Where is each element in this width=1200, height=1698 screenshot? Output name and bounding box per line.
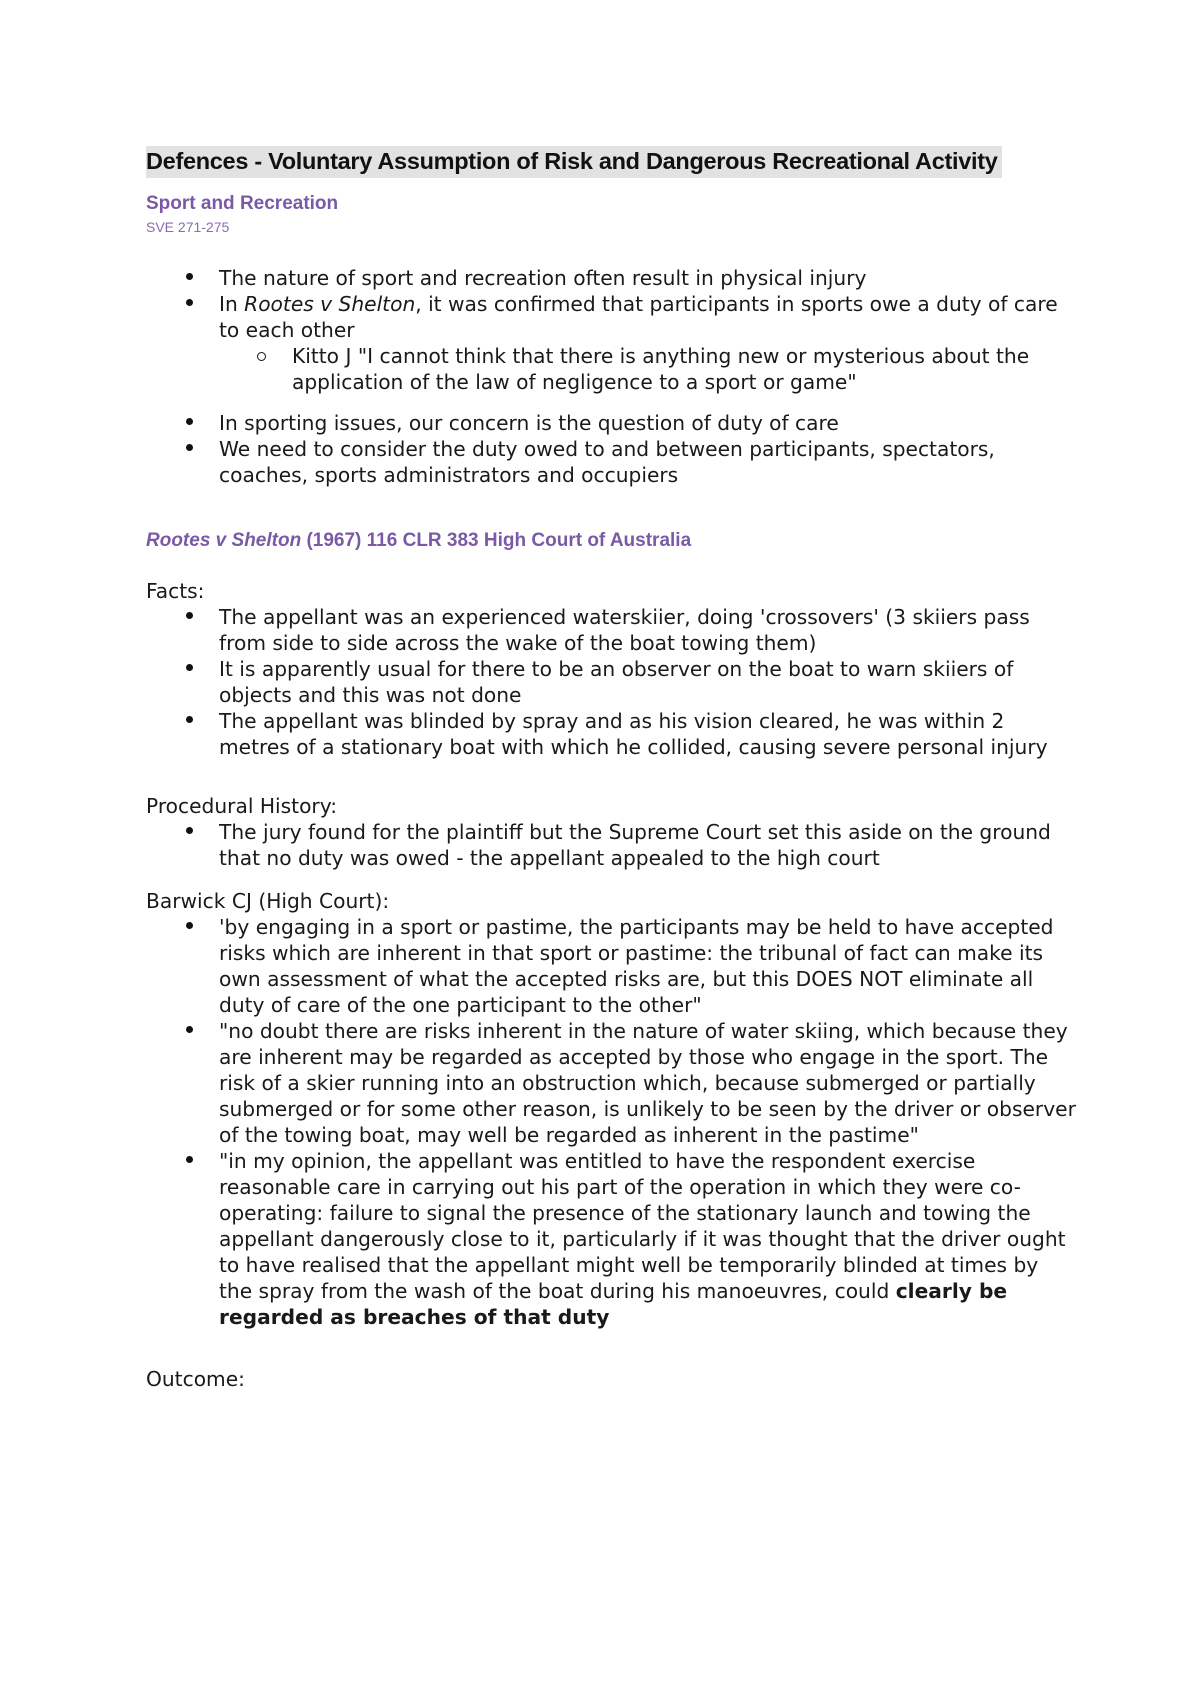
intro-block-2: [146, 410, 1076, 488]
intro-bullet-list-2: [146, 410, 1076, 488]
list-item: [146, 1148, 1076, 1330]
procedural-list: [146, 819, 1076, 871]
quote-text: 'by engaging in a sport or pastime, the participants may be held to have accepted risks which are inherent in that sport or pastime: the tribunal of fact can make its own assessment of what the accepted risks are, but this DOES NOT eliminate all duty of care of the one participant to the other": [219, 915, 1054, 1017]
document-title: Defences - Voluntary Assumption of Risk and Dangerous Recreational Activity: [146, 146, 1002, 178]
list-item: [146, 291, 1076, 395]
list-item: [146, 914, 1076, 1018]
bullet-text: In sporting issues, our concern is the question of duty of care: [219, 411, 839, 435]
facts-list: [146, 604, 1076, 760]
list-item: [146, 436, 1076, 488]
barwick-list: [146, 914, 1076, 1330]
case-heading-citation: (1967) 116 CLR 383 High Court of Australia: [301, 530, 692, 551]
intro-bullet-list: [146, 265, 1076, 395]
list-item: [146, 604, 1076, 656]
fact-text: It is apparently usual for there to be an observer on the boat to warn skiiers of objects and this was not done: [219, 657, 1014, 707]
case-heading: [146, 530, 691, 552]
procedural-label: Procedural History:: [146, 794, 338, 818]
list-item: [146, 265, 1076, 291]
case-name-inline: Rootes v Shelton: [244, 292, 416, 316]
procedural-block: [146, 793, 1076, 871]
barwick-block: [146, 888, 1076, 1330]
fact-text: The appellant was blinded by spray and as his vision cleared, he was within 2 metres of a stationary boat with which he collided, causing severe personal injury: [219, 709, 1048, 759]
procedural-text: The jury found for the plaintiff but the Supreme Court set this aside on the ground that no duty was owed - the appellant appealed to the high court: [219, 820, 1051, 870]
barwick-label: Barwick CJ (High Court):: [146, 889, 390, 913]
list-item: [146, 708, 1076, 760]
quote-text-prefix: "in my opinion, the appellant was entitled to have the respondent exercise reasonable care in carrying out his part of the operation in which they were co-operating: failure to signal the presence of the stationary launch and towing the appellant dangerously close to it, particularly if it was thought that the driver ought to have realised that the appellant might well be temporarily blinded at times by the spray from the wash of the boat during his manoeuvres, could: [219, 1149, 1066, 1303]
outcome-label: Outcome:: [146, 1367, 245, 1391]
bullet-text: We need to consider the duty owed to and between participants, spectators, coaches, sports administrators and occupiers: [219, 437, 995, 487]
intro-block: [146, 265, 1076, 395]
quote-text: "no doubt there are risks inherent in the nature of water skiing, which because they are inherent may be regarded as accepted by those who engage in the sport. The risk of a skier running into an obstruction which, because submerged or partially submerged or for some other reason, is unlikely to be seen by the driver or observer of the towing boat, may well be regarded as inherent in the pastime": [219, 1019, 1076, 1147]
list-item: [146, 410, 1076, 436]
quote-text-emphasis: clearly be regarded as breaches of that duty: [219, 1279, 1008, 1329]
fact-text: The appellant was an experienced waterskiier, doing 'crossovers' (3 skiiers pass from side to side across the wake of the boat towing them): [219, 605, 1030, 655]
sub-bullet-text: Kitto J "I cannot think that there is anything new or mysterious about the application of the law of negligence to a sport or game": [292, 344, 1030, 394]
outcome-block: [146, 1366, 1076, 1392]
sub-list-item: [219, 343, 1076, 395]
facts-block: [146, 578, 1076, 760]
bullet-text: The nature of sport and recreation often result in physical injury: [219, 266, 867, 290]
bullet-text-suffix: , it was confirmed that participants in sports owe a duty of care to each other: [219, 292, 1058, 342]
list-item: [146, 656, 1076, 708]
section-reference: SVE 271-275: [146, 219, 230, 235]
case-heading-name: Rootes v Shelton: [146, 530, 302, 551]
sub-bullet-list: [219, 343, 1076, 395]
section-heading: Sport and Recreation: [146, 193, 339, 214]
facts-label: Facts:: [146, 579, 205, 603]
bullet-text-prefix: In: [219, 292, 245, 316]
list-item: [146, 1018, 1076, 1148]
list-item: [146, 819, 1076, 871]
